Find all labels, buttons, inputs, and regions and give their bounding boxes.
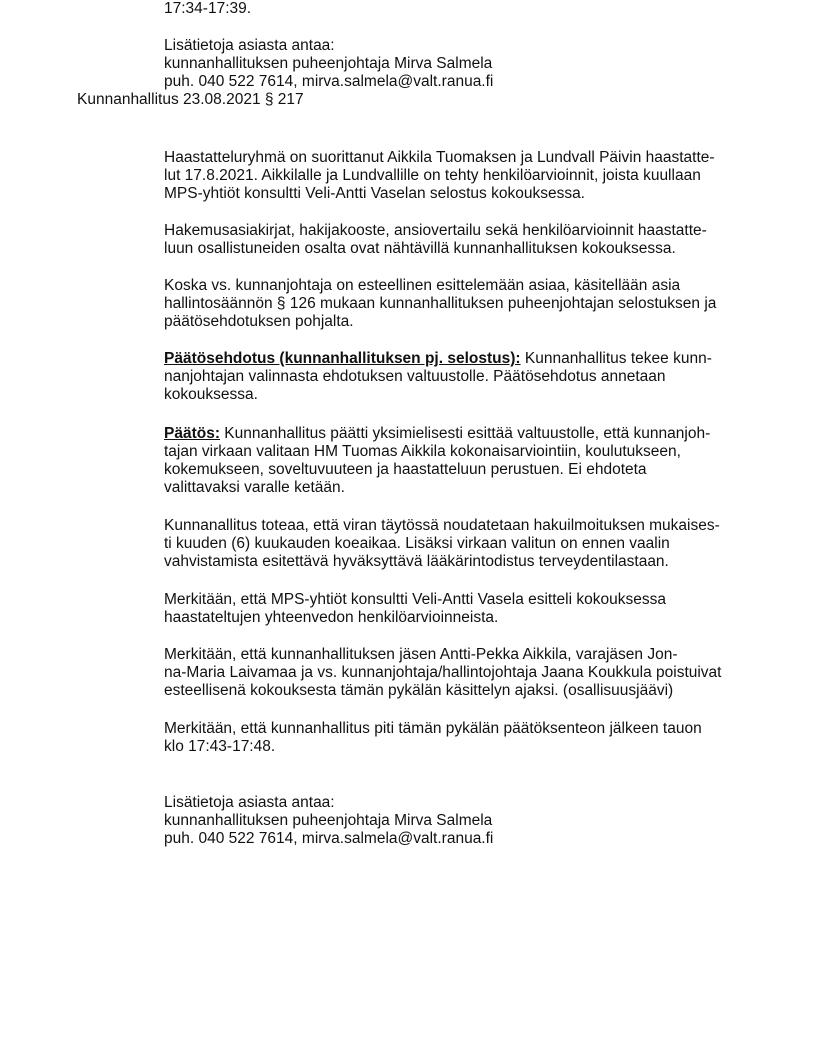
decision-text: Kunnanhallitus päätti yksimielisesti esittää valtuustolle, että kunnanjoh- [220, 425, 711, 442]
contact-line: Lisätietoja asiasta antaa: [164, 794, 335, 811]
decision-label: Päätös: [164, 425, 220, 442]
paragraph-line: ti kuuden (6) kuukauden koeaikaa. Lisäksi virkaan valitun on ennen vaalin [164, 535, 670, 552]
prev-contact-line: puh. 040 522 7614, mirva.salmela@valt.ranua.fi [164, 73, 494, 90]
paragraph-line: luun osallistuneiden osalta ovat nähtävillä kunnanhallituksen kokouksessa. [164, 240, 676, 257]
paragraph-line: esteellisenä kokouksesta tämän pykälän käsittelyn ajaksi. (osallisuusjäävi) [164, 682, 674, 699]
paragraph-line: hallintosäännön § 126 mukaan kunnanhallituksen puheenjohtajan selostuksen ja [164, 295, 717, 312]
proposal-label: Päätösehdotus (kunnanhallituksen pj. selostus): [164, 350, 521, 367]
paragraph-line: Koska vs. kunnanjohtaja on esteellinen esittelemään asiaa, käsitellään asia [164, 277, 681, 294]
paragraph-line: nanjohtajan valinnasta ehdotuksen valtuustolle. Päätösehdotus annetaan [164, 368, 666, 385]
proposal-first-line [164, 350, 712, 368]
paragraph-line: klo 17:43-17:48. [164, 738, 276, 755]
paragraph-line: Kunnanallitus toteaa, että viran täytössä noudatetaan hakuilmoituksen mukaises- [164, 517, 720, 534]
paragraph-line: Merkitään, että kunnanhallitus piti tämän pykälän päätöksenteon jälkeen tauon [164, 720, 702, 737]
paragraph-line: kokemukseen, soveltuvuuteen ja haastatteluun perustuen. Ei ehdoteta [164, 461, 647, 478]
paragraph-line: haastateltujen yhteenvedon henkilöarvioinneista. [164, 609, 499, 626]
contact-line: puh. 040 522 7614, mirva.salmela@valt.ranua.fi [164, 830, 494, 847]
paragraph-line: vahvistamista esitettävä hyväksyttävä lääkärintodistus terveydentilastaan. [164, 553, 669, 570]
paragraph-line: Merkitään, että kunnanhallituksen jäsen Antti-Pekka Aikkila, varajäsen Jon- [164, 646, 678, 663]
paragraph-line: lut 17.8.2021. Aikkilalle ja Lundvallille on tehty henkilöarvioinnit, joista kuullaan [164, 167, 701, 184]
paragraph-line: kokouksessa. [164, 386, 258, 403]
contact-line: kunnanhallituksen puheenjohtaja Mirva Salmela [164, 812, 493, 829]
proposal-text: Kunnanhallitus tekee kunn- [520, 350, 712, 367]
paragraph-line: tajan virkaan valitaan HM Tuomas Aikkila kokonaisarviointiin, koulutukseen, [164, 443, 681, 460]
paragraph-line: MPS-yhtiöt konsultti Veli-Antti Vaselan selostus kokouksessa. [164, 185, 585, 202]
prev-contact-line: Lisätietoja asiasta antaa: [164, 37, 335, 54]
paragraph-line: Hakemusasiakirjat, hakijakooste, ansiovertailu sekä henkilöarvioinnit haastatte- [164, 222, 707, 239]
section-heading: Kunnanhallitus 23.08.2021 § 217 [77, 91, 304, 108]
paragraph-line: valittavaksi varalle ketään. [164, 479, 345, 496]
paragraph-line: na-Maria Laivamaa ja vs. kunnanjohtaja/hallintojohtaja Jaana Koukkula poistuivat [164, 664, 722, 681]
decision-first-line [164, 425, 710, 443]
paragraph-line: Merkitään, että MPS-yhtiöt konsultti Veli-Antti Vasela esitteli kokouksessa [164, 591, 666, 608]
paragraph-line: Haastatteluryhmä on suorittanut Aikkila Tuomaksen ja Lundvall Päivin haastatte- [164, 149, 715, 166]
paragraph-line: päätösehdotuksen pohjalta. [164, 313, 354, 330]
previous-section-tail: 17:34-17:39. [164, 0, 252, 17]
prev-contact-line: kunnanhallituksen puheenjohtaja Mirva Salmela [164, 55, 493, 72]
